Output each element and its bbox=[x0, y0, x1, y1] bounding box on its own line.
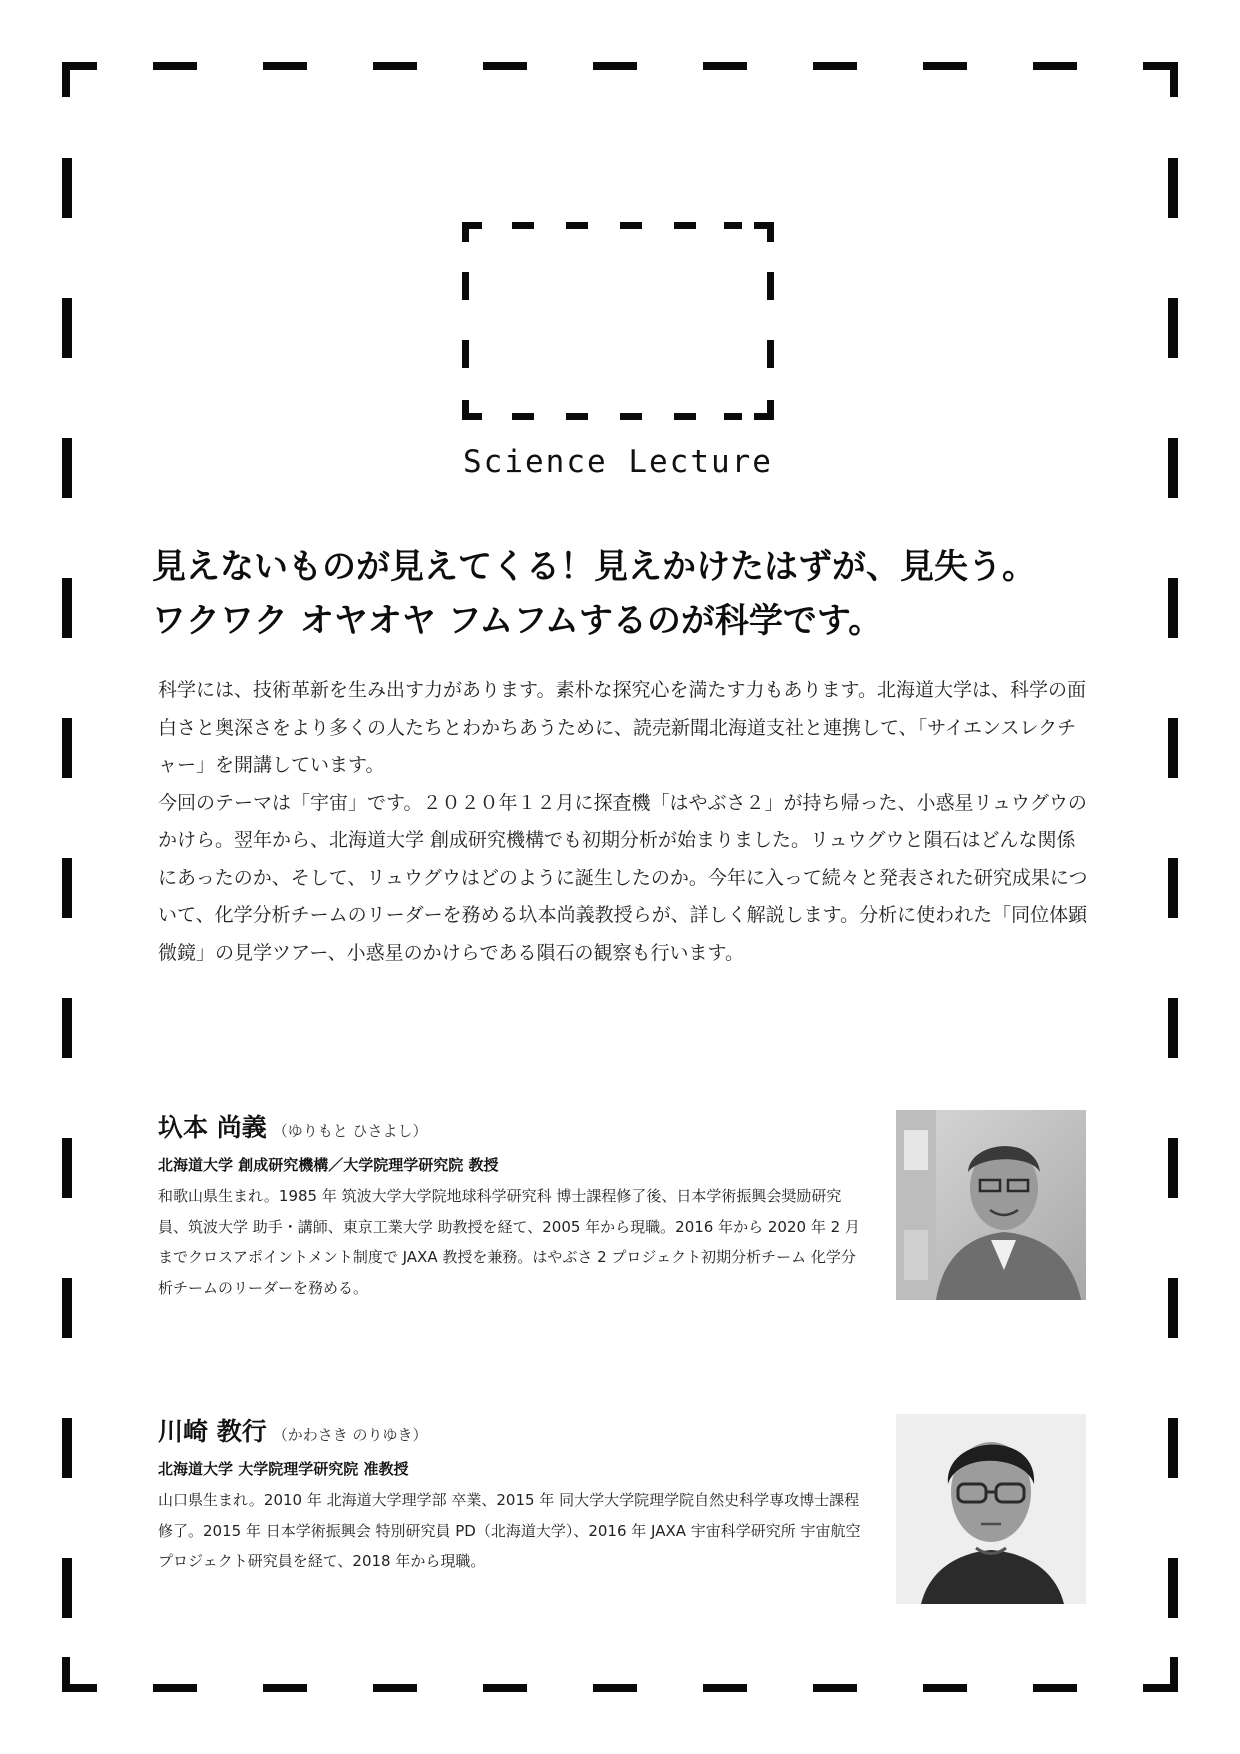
speaker-affiliation: 北海道大学 大学院理学研究院 准教授 bbox=[158, 1460, 409, 1478]
speaker-name: 川崎 教行 bbox=[158, 1417, 267, 1446]
frame-corner-bottom-left bbox=[62, 1657, 97, 1692]
speaker-photo bbox=[896, 1110, 1086, 1300]
speaker-name: 圦本 尚義 bbox=[158, 1113, 267, 1142]
headline-line-1: 見えないものが見えてくる！見えかけたはずが、見失う。 bbox=[152, 547, 1036, 587]
speaker-affiliation: 北海道大学 創成研究機構／大学院理学研究院 教授 bbox=[158, 1156, 499, 1174]
frame-corner-bottom-right bbox=[1143, 1657, 1178, 1692]
frame-corner-top-right bbox=[1143, 62, 1178, 97]
speaker-name-reading: （かわさき のりゆき） bbox=[272, 1426, 428, 1444]
frame-corner-top-left bbox=[62, 62, 97, 97]
speaker-photo bbox=[896, 1414, 1086, 1604]
headline bbox=[152, 540, 1112, 648]
logo-text: Science Lecture bbox=[463, 444, 773, 480]
logo-dashed-box-icon bbox=[462, 222, 774, 420]
intro-text bbox=[158, 672, 1088, 972]
intro-paragraph: 科学には、技術革新を生み出す力があります。素朴な探究心を満たす力もあります。北海道大学は、科学の面白さと奥深さをより多くの人たちとわかちあうために、読売新聞北海道支社と連携して、「サイエンスレクチャー」を開講しています。 bbox=[158, 679, 1086, 776]
headline-line-2: ワクワク オヤオヤ フムフムするのが科学です。 bbox=[152, 601, 883, 641]
intro-paragraph: 今回のテーマは「宇宙」です。２０２０年１２月に探査機「はやぶさ２」が持ち帰った、小惑星リュウグウのかけら。翌年から、北海道大学 創成研究機構でも初期分析が始まりました。リュウグウと隕石はどんな関係にあったのか、そして、リュウグウはどのように誕生したのか。今年に入って続々と発表された研究成果について、化学分析チームのリーダーを務める圦本尚義教授らが、詳しく解説します。分析に使われた「同位体顕微鏡」の見学ツアー、小惑星のかけらである隕石の観察も行います。 bbox=[158, 791, 1088, 964]
speaker-bio: 山口県生まれ。2010 年 北海道大学理学部 卒業、2015 年 同大学大学院理学院自然史科学専攻博士課程修了。2015 年 日本学術振興会 特別研究員 PD（北海道大学）、2016 年 JAXA 宇宙科学研究所 宇宙航空プロジェクト研究員を経て、2018 年から現職。 bbox=[158, 1491, 861, 1570]
speaker-bio: 和歌山県生まれ。1985 年 筑波大学大学院地球科学研究科 博士課程修了後、日本学術振興会奨励研究員、筑波大学 助手・講師、東京工業大学 助教授を経て、2005 年から現職。2016 年から 2020 年 2 月までクロスアポイントメント制度で JAXA 教授を兼務。はやぶさ 2 プロジェクト初期分析チーム 化学分析チームのリーダーを務める。 bbox=[158, 1187, 860, 1297]
speaker-name-reading: （ゆりもと ひさよし） bbox=[272, 1122, 428, 1140]
